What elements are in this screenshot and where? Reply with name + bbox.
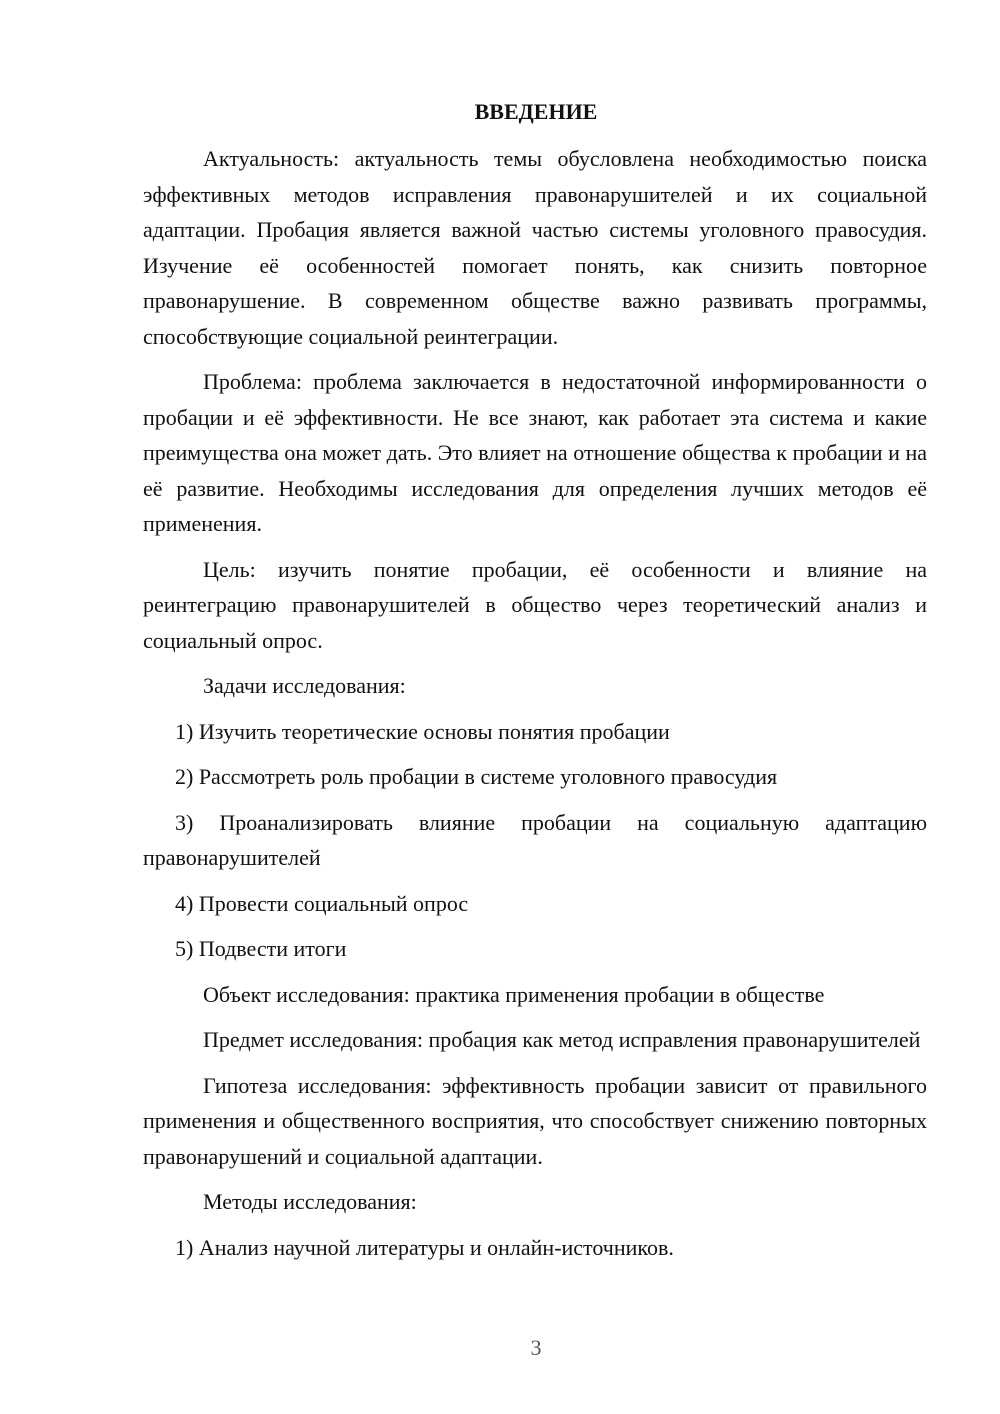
paragraph-object: Объект исследования: практика применения пробации в обществе bbox=[203, 981, 825, 1007]
list-item: 3) Проанализировать влияние пробации на социальную адаптацию правонарушителей bbox=[143, 809, 927, 870]
paragraph-hypothesis: Гипотеза исследования: эффективность пробации зависит от правильного применения и общественного восприятия, что способствует снижению повторных правонарушений и социальной адаптации. bbox=[143, 1072, 927, 1169]
list-item: 4) Провести социальный опрос bbox=[175, 890, 469, 916]
paragraph-subject: Предмет исследования: пробация как метод исправления правонарушителей bbox=[203, 1027, 921, 1052]
tasks-title: Задачи исследования: bbox=[203, 673, 406, 698]
list-item: 2) Рассмотреть роль пробации в системе уголовного правосудия bbox=[175, 764, 778, 789]
tasks-list bbox=[143, 714, 927, 967]
methods-list bbox=[143, 1230, 927, 1266]
paragraph-relevance: Актуальность: актуальность темы обусловлена необходимостью поиска эффективных методов исправления правонарушителей и их социальной адаптации. Пробация является важной частью системы уголовного правосудия. Изучение её особенностей помогает понять, как снизить повторное правонарушение. В современном обществе важно развивать программы, способствующие социальной реинтеграции. bbox=[143, 146, 927, 349]
list-item: 1) Изучить теоретические основы понятия пробации bbox=[175, 718, 670, 744]
paragraph-goal: Цель: изучить понятие пробации, её особенности и влияние на реинтеграцию правонарушителей в общество через теоретический анализ и социальный опрос. bbox=[143, 556, 927, 653]
page-number: 3 bbox=[530, 1335, 542, 1360]
document-body bbox=[143, 141, 927, 1275]
list-item: 5) Подвести итоги bbox=[175, 936, 347, 961]
methods-title: Методы исследования: bbox=[203, 1189, 417, 1214]
page-title: ВВЕДЕНИЕ bbox=[474, 99, 598, 124]
paragraph-problem: Проблема: проблема заключается в недостаточной информированности о пробации и её эффективности. Не все знают, как работает эта система и какие преимущества она может дать. Это влияет на отношение общества к пробации и на её развитие. Необходимы исследования для определения лучших методов её применения. bbox=[143, 369, 927, 536]
list-item: 1) Анализ научной литературы и онлайн-источников. bbox=[175, 1234, 674, 1260]
